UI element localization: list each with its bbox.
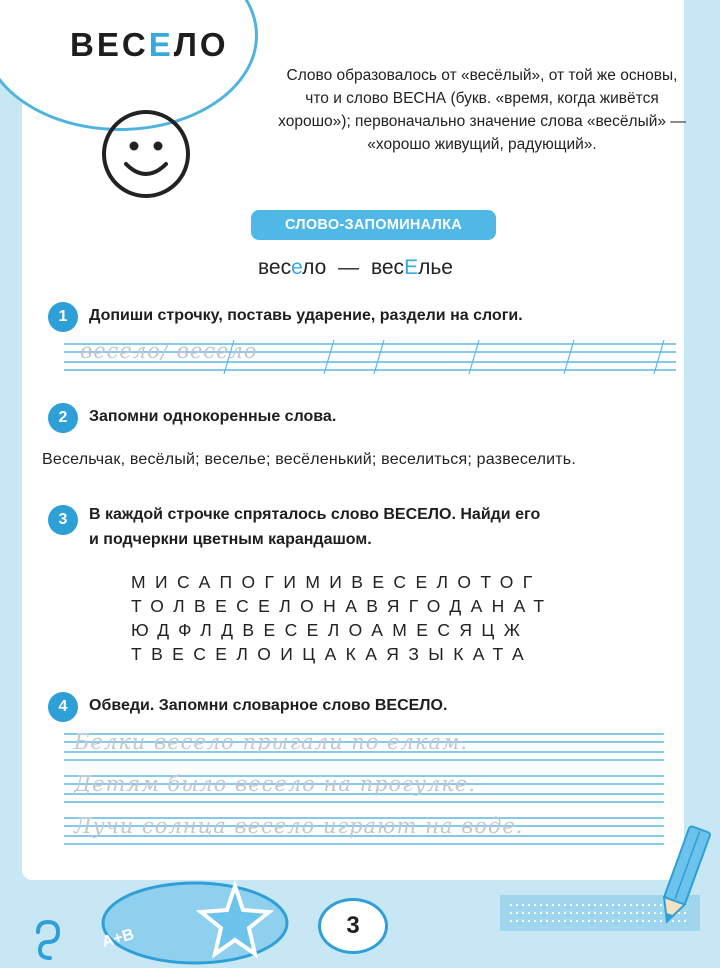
smiley-icon	[100, 108, 192, 200]
task-3-instruction-line-1: В каждой строчке спряталось слово ВЕСЕЛО. Найди его	[89, 506, 541, 523]
memo-label: СЛОВО-ЗАПОМИНАЛКА	[251, 210, 496, 240]
task-number-3: 3	[48, 505, 78, 535]
task-number-4: 4	[48, 692, 78, 722]
task-1-instruction: Допиши строчку, поставь ударение, раздели на слоги.	[89, 307, 523, 324]
task-1-trace-text: весело/ весело	[80, 339, 258, 363]
page-number: 3	[318, 898, 388, 954]
task-3-instruction-line-2: и подчеркни цветным карандашом.	[89, 531, 372, 548]
trace-line-2: Детям было весело на прогулке.	[74, 772, 476, 796]
star-oval-decoration	[95, 878, 295, 968]
letter-grid-row-4: ТВЕСЕЛОИЦАКАЯЗЫКАТА	[131, 644, 534, 664]
word-origin-text: Слово образовалось от «весёлый», от той же основы, что и слово ВЕСНА (букв. «время, когда живётся хорошо»); первоначально значение слова «весёлый» — «хорошо живущий, радующий».	[278, 67, 686, 153]
letter-grid-row-1: МИСАПОГИМИВЕСЕЛОТОГ	[131, 572, 542, 592]
letter-grid-row-2: ТОЛВЕСЕЛОНАВЯГОДАНАТ	[131, 596, 554, 616]
corner-label: А+В	[100, 926, 136, 951]
swirl-icon	[28, 918, 64, 964]
task-2-instruction: Запомни однокоренные слова.	[89, 408, 337, 425]
task-4-instruction: Обведи. Запомни словарное слово ВЕСЕЛО.	[89, 697, 448, 714]
worksheet	[22, 0, 684, 880]
task-number-1: 1	[48, 302, 78, 332]
letter-grid-row-3: ЮДФЛДВЕСЕЛОАМЕСЯЦЖ	[131, 620, 530, 640]
pencil-icon	[652, 822, 712, 932]
page-title: ВЕСЕЛО	[70, 26, 229, 63]
task-number-2: 2	[48, 403, 78, 433]
trace-line-3: Лучи солнца весело играют на воде.	[74, 814, 524, 838]
related-words: Весельчак, весёлый; веселье; весёленький; веселиться; развеселить.	[42, 451, 576, 468]
memo-words: весело — весЕлье	[258, 256, 453, 279]
trace-line-1: Белки весело прыгали по ёлкам.	[74, 730, 469, 754]
